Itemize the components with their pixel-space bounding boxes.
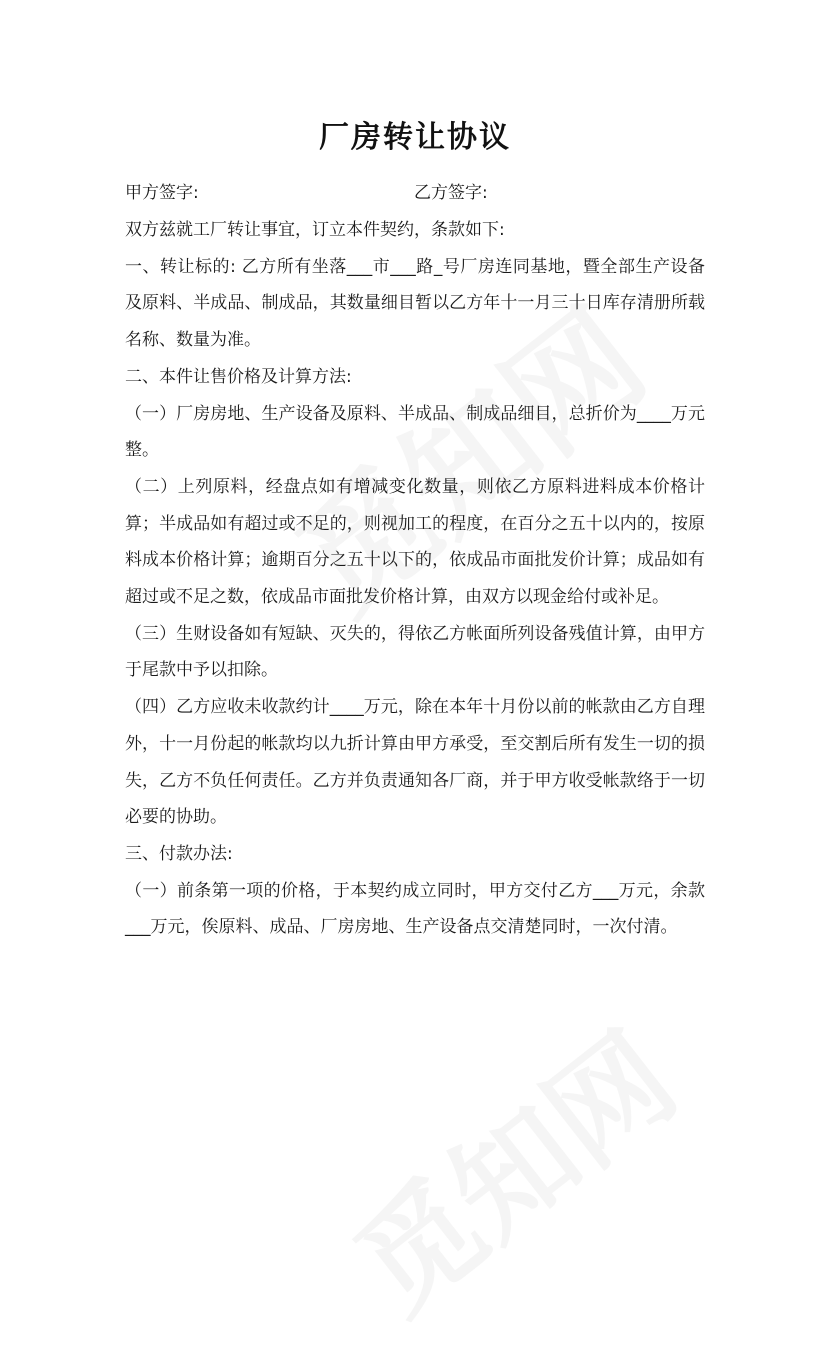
party-a-signature-label: 甲方签字: — [125, 183, 199, 203]
paragraph-clause-2-3: （三）生财设备如有短缺、灭失的，得依乙方帐面所列设备残值计算，由甲方于尾款中予以扣除。 — [125, 623, 705, 681]
paragraph-clause-2-4: （四）乙方应收未收款约计____万元，除在本年十月份以前的帐款由乙方自理外，十一月份起的帐款均以九折计算由甲方承受，至交割后所有发生一切的损失，乙方不负任何责任。乙方并负责通知各厂商，并于甲方收受帐款络于一切必要的协助。 — [125, 697, 705, 828]
document-title: 厂房转让协议 — [319, 120, 511, 155]
document-body — [125, 212, 705, 946]
paragraph-intro: 双方兹就工厂转让事宜，订立本件契约，条款如下: — [125, 220, 505, 240]
paragraph-clause-2-2: （二）上列原料，经盘点如有增减变化数量，则依乙方原料进料成本价格计算；半成品如有超过或不足的，则视加工的程度，在百分之五十以内的，按原料成本价格计算；逾期百分之五十以下的，依成品市面批发价计算；成品如有超过或不足之数，依成品市面批发价格计算，由双方以现金给付或补足。 — [125, 476, 705, 608]
paragraph-clause-1: 一、转让标的: 乙方所有坐落___市___路_号厂房连同基地，暨全部生产设备及原料、半成品、制成品，其数量细目暂以乙方年十一月三十日库存清册所载名称、数量为准。 — [125, 256, 705, 351]
paragraph-clause-2-1: （一）厂房房地、生产设备及原料、半成品、制成品细目，总折价为____万元整。 — [125, 403, 705, 461]
party-b-signature-label: 乙方签字: — [414, 183, 488, 203]
paragraph-clause-2-heading: 二、本件让售价格及计算方法: — [125, 366, 352, 387]
paragraph-clause-3-heading: 三、付款办法: — [125, 843, 233, 864]
paragraph-clause-3-1: （一）前条第一项的价格，于本契约成立同时，甲方交付乙方___万元，余款___万元，俟原料、成品、厂房房地、生产设备点交清楚同时，一次付清。 — [125, 880, 705, 938]
watermark — [315, 987, 705, 1344]
